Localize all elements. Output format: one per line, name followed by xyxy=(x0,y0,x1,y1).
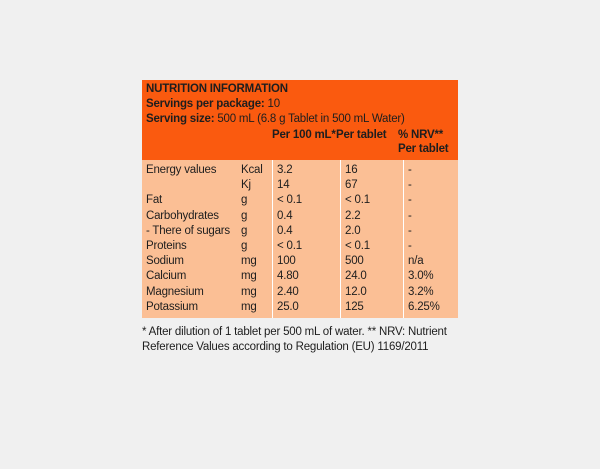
value-pertablet: < 0.1 xyxy=(341,193,404,208)
value-pertablet: < 0.1 xyxy=(341,239,404,254)
table-row xyxy=(142,224,458,239)
nutrient-name: Carbohydrates xyxy=(146,209,219,222)
value-nrv: - xyxy=(408,194,412,207)
serving-size-value: 500 mL (6.8 g Tablet in 500 mL Water) xyxy=(217,113,405,125)
nutrient-unit: g xyxy=(241,224,248,237)
serving-size-line xyxy=(146,112,454,127)
value-pertablet: 2.0 xyxy=(341,224,404,239)
nutrient-unit: mg xyxy=(241,285,257,298)
nutrient-unit: Kj xyxy=(241,179,251,192)
value-pertablet: 2.2 xyxy=(341,209,404,224)
nutrient-name: Sodium xyxy=(146,255,184,268)
table-row xyxy=(142,160,458,178)
nutrient-unit: mg xyxy=(241,300,257,313)
nutrition-table-body xyxy=(142,160,458,318)
nutrient-name: Magnesium xyxy=(146,285,204,298)
nutrient-name: Energy values xyxy=(146,164,217,176)
serving-size-label: Serving size: xyxy=(146,113,215,125)
footnote: * After dilution of 1 tablet per 500 mL of water. ** NRV: Nutrient Reference Values according to Regulation (EU) 1169/2011 xyxy=(142,326,447,354)
column-headers xyxy=(146,128,454,156)
nutrient-unit: g xyxy=(241,194,248,207)
value-per100: 2.40 xyxy=(273,285,341,300)
value-nrv: - xyxy=(408,209,412,222)
nutrition-title: NUTRITION INFORMATION xyxy=(146,83,288,95)
value-per100: 0.4 xyxy=(273,224,341,239)
column-header-nrv-line1: % NRV** xyxy=(398,129,444,141)
table-row xyxy=(142,239,458,254)
nutrient-name: Fat xyxy=(146,194,163,207)
nutrient-name: Potassium xyxy=(146,300,198,313)
value-pertablet: 16 xyxy=(341,160,404,178)
column-header-nrv-line2: Per tablet xyxy=(398,143,449,155)
servings-label: Servings per package: xyxy=(146,98,265,110)
value-pertablet: 12.0 xyxy=(341,285,404,300)
value-nrv: - xyxy=(408,224,412,237)
value-per100: 0.4 xyxy=(273,209,341,224)
value-pertablet: 67 xyxy=(341,178,404,193)
value-nrv: - xyxy=(408,240,412,253)
value-nrv: 6.25% xyxy=(408,300,440,313)
column-header-pertablet: Per tablet xyxy=(336,129,387,141)
value-nrv: n/a xyxy=(408,255,424,268)
table-row xyxy=(142,193,458,208)
value-per100: 4.80 xyxy=(273,269,341,284)
nutrition-panel xyxy=(142,80,458,355)
nutrient-name: Proteins xyxy=(146,240,187,253)
table-row xyxy=(142,285,458,300)
value-pertablet: 500 xyxy=(341,254,404,269)
value-per100: < 0.1 xyxy=(273,239,341,254)
value-per100: 25.0 xyxy=(273,300,341,318)
nutrient-name: - There of sugars xyxy=(146,224,230,237)
value-per100: 14 xyxy=(273,178,341,193)
value-nrv: - xyxy=(408,179,412,192)
value-per100: 100 xyxy=(273,254,341,269)
value-nrv: 3.0% xyxy=(408,270,434,283)
value-nrv: - xyxy=(408,164,412,176)
column-header-nrv xyxy=(398,128,448,156)
nutrient-name: Calcium xyxy=(146,270,187,283)
value-pertablet: 125 xyxy=(341,300,404,318)
nutrient-unit: g xyxy=(241,240,248,253)
nutrient-name xyxy=(142,178,237,193)
value-pertablet: 24.0 xyxy=(341,269,404,284)
value-per100: < 0.1 xyxy=(273,193,341,208)
column-header-spacer xyxy=(146,128,272,156)
table-row xyxy=(142,300,458,318)
table-row xyxy=(142,254,458,269)
nutrient-unit: mg xyxy=(241,255,257,268)
table-row xyxy=(142,269,458,284)
nutrient-unit: mg xyxy=(241,270,257,283)
servings-line xyxy=(146,97,454,112)
servings-value: 10 xyxy=(267,98,280,110)
column-header-per100: Per 100 mL* xyxy=(272,129,336,141)
nutrition-table xyxy=(142,160,458,318)
table-row xyxy=(142,178,458,193)
nutrition-header xyxy=(142,80,458,160)
value-nrv: 3.2% xyxy=(408,285,434,298)
table-row xyxy=(142,209,458,224)
nutrient-unit: Kcal xyxy=(241,164,263,176)
nutrient-unit: g xyxy=(241,209,248,222)
value-per100: 3.2 xyxy=(273,160,341,178)
